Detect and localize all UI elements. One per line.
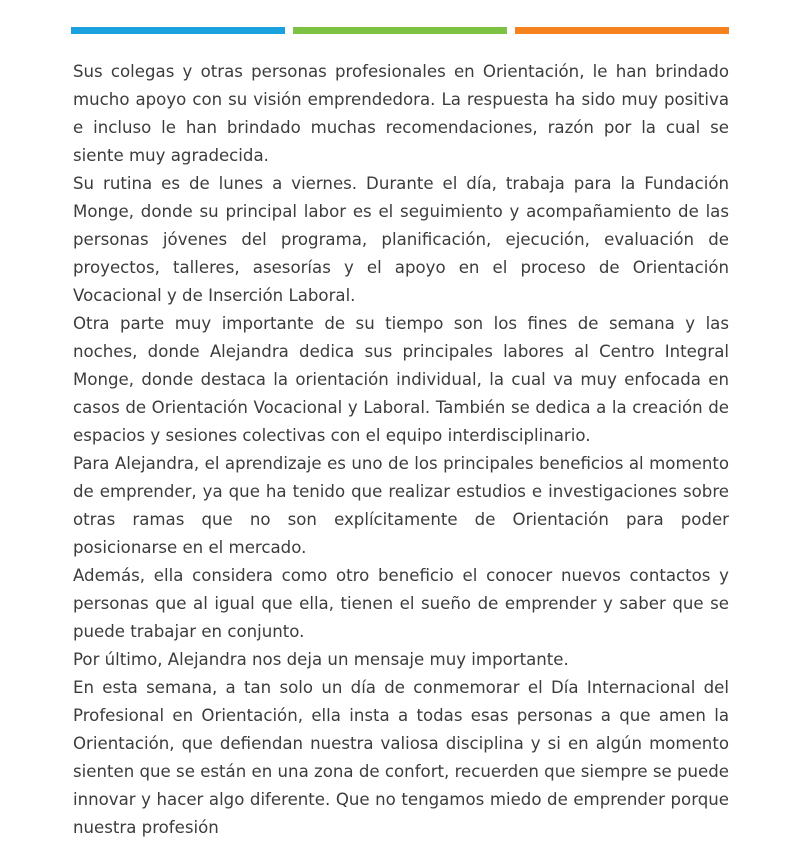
paragraph-weekday-routine: Su rutina es de lunes a viernes. Durante el día, trabaja para la Fundación Monge, donde su principal labor es el seguimiento y acompañamiento de las personas jóvenes del programa, planificación, ejecución, evaluación de proyectos, talleres, asesorías y el apoyo en el proceso de Orientación Vocacional y de Inserción Laboral. bbox=[73, 174, 729, 305]
blue-bar bbox=[71, 27, 285, 34]
paragraph-final-message: En esta semana, a tan solo un día de conmemorar el Día Internacional del Profesional en Orientación, ella insta a todas esas personas a que amen la Orientación, que defiendan nuestra valiosa disciplina y si en algún momento sienten que se están en una zona de confort, recuerden que siempre se puede innovar y hacer algo diferente. Que no tengamos miedo de emprender porque nuestra profesión bbox=[73, 678, 729, 837]
paragraph-final-message-intro: Por último, Alejandra nos deja un mensaje muy importante. bbox=[73, 650, 569, 669]
paragraph-new-contacts: Además, ella considera como otro beneficio el conocer nuevos contactos y personas que al igual que ella, tienen el sueño de emprender y saber que se puede trabajar en conjunto. bbox=[73, 566, 729, 641]
green-bar bbox=[293, 27, 507, 34]
article-body bbox=[73, 58, 729, 842]
orange-bar bbox=[515, 27, 729, 34]
paragraph-colleagues-support: Sus colegas y otras personas profesionales en Orientación, le han brindado mucho apoyo con su visión emprendedora. La respuesta ha sido muy positiva e incluso le han brindado muchas recomendaciones, razón por la cual se siente muy agradecida. bbox=[73, 62, 729, 165]
paragraph-learning-benefit: Para Alejandra, el aprendizaje es uno de los principales beneficios al momento de emprender, ya que ha tenido que realizar estudios e investigaciones sobre otras ramas que no son explícitamente de Orientación para poder posicionarse en el mercado. bbox=[73, 454, 729, 557]
header-color-bars bbox=[71, 27, 729, 34]
paragraph-weekends-nights: Otra parte muy importante de su tiempo son los fines de semana y las noches, donde Alejandra dedica sus principales labores al Centro Integral Monge, donde destaca la orientación individual, la cual va muy enfocada en casos de Orientación Vocacional y Laboral. También se dedica a la creación de espacios y sesiones colectivas con el equipo interdisciplinario. bbox=[73, 314, 729, 445]
